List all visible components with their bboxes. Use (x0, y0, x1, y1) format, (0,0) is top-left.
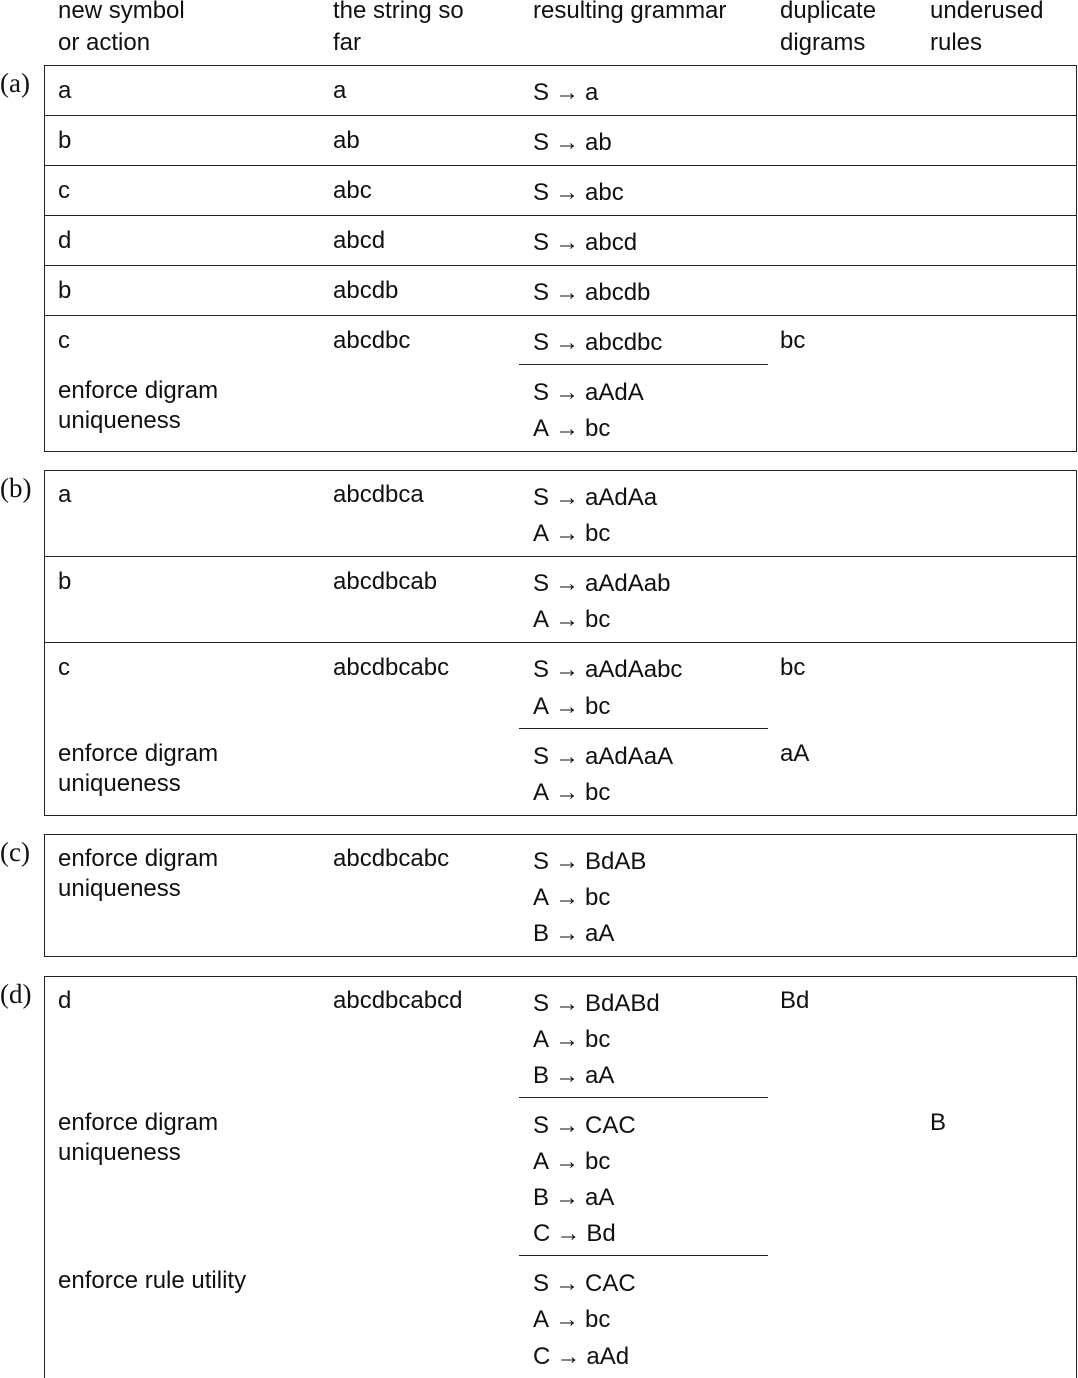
grammar-rule (533, 692, 610, 722)
string-cell: abcdbcabc (333, 654, 450, 681)
rule-lhs: S (533, 1270, 550, 1297)
rule-rhs: CAC (585, 1112, 636, 1139)
duplicate-digram-cell: aA (780, 740, 810, 767)
header-new-symbol-line1: new symbol (58, 0, 185, 24)
grammar-rule (533, 1305, 610, 1335)
grammar-rule (533, 569, 670, 599)
string-cell: ab (333, 127, 360, 154)
rule-lhs: A (533, 693, 550, 720)
rule-lhs: S (533, 570, 550, 597)
grammar-rule (533, 778, 610, 808)
rule-rhs: Bd (586, 1220, 616, 1247)
action-cell: enforce digram (58, 740, 219, 767)
rule-rhs: aAdAa (585, 484, 658, 511)
grammar-rule (533, 1183, 614, 1213)
action-cell: d (58, 987, 72, 1014)
section-label-d: (d) (0, 979, 32, 1009)
arrow-icon: → (555, 1306, 580, 1333)
rule-rhs: aA (585, 1062, 615, 1089)
string-cell: abcdbcabc (333, 845, 450, 872)
action-cell: uniqueness (58, 1139, 181, 1166)
duplicate-digram-cell: bc (780, 327, 806, 354)
grammar-rule (533, 1025, 610, 1055)
underused-rule-cell: B (930, 1109, 947, 1136)
grammar-rule (533, 1342, 629, 1372)
grammar-rule (533, 919, 614, 949)
string-cell: abcdbcabcd (333, 987, 463, 1014)
arrow-icon: → (555, 743, 580, 770)
string-cell: abcdbcab (333, 568, 438, 595)
rule-rhs: abcdb (585, 279, 651, 306)
rule-rhs: BdAB (585, 848, 647, 875)
grammar-rule (533, 519, 610, 549)
string-cell: abcdbca (333, 481, 424, 508)
rule-lhs: S (533, 656, 550, 683)
arrow-icon: → (555, 1148, 580, 1175)
rule-lhs: S (533, 329, 550, 356)
grammar-rule (533, 742, 673, 772)
rule-rhs: bc (585, 520, 611, 547)
arrow-icon: → (555, 379, 580, 406)
string-cell: a (333, 77, 347, 104)
row-divider (44, 556, 1077, 557)
rule-rhs: bc (585, 1148, 611, 1175)
header-string-line1: the string so (333, 0, 464, 24)
action-cell: enforce digram (58, 1109, 219, 1136)
rule-rhs: aAdAab (585, 570, 671, 597)
rule-rhs: aA (585, 920, 615, 947)
action-cell: uniqueness (58, 770, 181, 797)
grammar-rule (533, 414, 610, 444)
rule-lhs: B (533, 1062, 550, 1089)
rule-lhs: A (533, 1148, 550, 1175)
arrow-icon: → (555, 520, 580, 547)
grammar-rule (533, 483, 657, 513)
rule-lhs: S (533, 484, 550, 511)
rule-lhs: S (533, 848, 550, 875)
rule-rhs: CAC (585, 1270, 636, 1297)
rule-rhs: abc (585, 179, 624, 206)
arrow-icon: → (555, 884, 580, 911)
header-duplicate-line1: duplicate (780, 0, 877, 24)
grammar-rule (533, 178, 624, 208)
grammar-rule (533, 605, 610, 635)
string-cell: abcdbc (333, 327, 411, 354)
row-divider (44, 642, 1077, 643)
arrow-icon: → (555, 79, 580, 106)
row-divider (44, 265, 1077, 266)
arrow-icon: → (556, 1220, 581, 1247)
header-duplicate-line2: digrams (780, 29, 866, 56)
row-divider (44, 215, 1077, 216)
grammar-rule (533, 1147, 610, 1177)
action-cell: enforce digram (58, 845, 219, 872)
arrow-icon: → (555, 229, 580, 256)
grammar-rule (533, 1269, 636, 1299)
action-cell: uniqueness (58, 875, 181, 902)
rule-lhs: S (533, 79, 550, 106)
rule-lhs: A (533, 884, 550, 911)
arrow-icon: → (555, 279, 580, 306)
rule-rhs: ab (585, 129, 612, 156)
rule-rhs: bc (585, 1026, 611, 1053)
grammar-separator (519, 728, 768, 729)
grammar-separator (519, 364, 768, 365)
rule-lhs: A (533, 1306, 550, 1333)
rule-lhs: S (533, 1112, 550, 1139)
arrow-icon: → (555, 570, 580, 597)
action-cell: a (58, 481, 72, 508)
rule-rhs: bc (585, 1306, 611, 1333)
grammar-rule (533, 378, 644, 408)
header-string-line2: far (333, 29, 362, 56)
row-divider (44, 315, 1077, 316)
section-label-b: (b) (0, 473, 32, 503)
header-grammar: resulting grammar (533, 0, 727, 24)
rule-lhs: A (533, 415, 550, 442)
arrow-icon: → (555, 1270, 580, 1297)
grammar-rule (533, 989, 660, 1019)
rule-lhs: S (533, 279, 550, 306)
grammar-rule (533, 1219, 616, 1249)
rule-lhs: S (533, 129, 550, 156)
grammar-rule (533, 228, 637, 258)
rule-lhs: S (533, 179, 550, 206)
grammar-rule (533, 78, 598, 108)
rule-lhs: A (533, 1026, 550, 1053)
rule-lhs: A (533, 606, 550, 633)
arrow-icon: → (555, 1112, 580, 1139)
rule-lhs: S (533, 743, 550, 770)
grammar-rule (533, 847, 646, 877)
arrow-icon: → (555, 1026, 580, 1053)
grammar-rule (533, 128, 612, 158)
rule-rhs: aA (585, 1184, 615, 1211)
rule-rhs: bc (585, 884, 611, 911)
arrow-icon: → (555, 329, 580, 356)
rule-lhs: B (533, 1184, 550, 1211)
grammar-rule (533, 883, 610, 913)
duplicate-digram-cell: bc (780, 654, 806, 681)
action-cell: c (58, 327, 70, 354)
rule-rhs: aAd (586, 1343, 630, 1370)
rule-rhs: a (585, 79, 599, 106)
action-cell: c (58, 654, 70, 681)
string-cell: abcd (333, 227, 386, 254)
arrow-icon: → (555, 606, 580, 633)
row-divider (44, 165, 1077, 166)
rule-lhs: A (533, 520, 550, 547)
action-cell: b (58, 568, 72, 595)
section-label-a: (a) (0, 68, 30, 98)
grammar-rule (533, 278, 650, 308)
arrow-icon: → (555, 129, 580, 156)
rule-rhs: aAdAabc (585, 656, 683, 683)
rule-rhs: abcdbc (585, 329, 663, 356)
arrow-icon: → (555, 920, 580, 947)
rule-rhs: abcd (585, 229, 638, 256)
action-cell: enforce rule utility (58, 1267, 247, 1294)
grammar-separator (519, 1255, 768, 1256)
rule-lhs: C (533, 1343, 551, 1370)
arrow-icon: → (555, 1062, 580, 1089)
arrow-icon: → (556, 1343, 581, 1370)
arrow-icon: → (555, 779, 580, 806)
duplicate-digram-cell: Bd (780, 987, 810, 1014)
action-cell: d (58, 227, 72, 254)
arrow-icon: → (555, 179, 580, 206)
action-cell: uniqueness (58, 407, 181, 434)
rule-rhs: bc (585, 606, 611, 633)
action-cell: b (58, 127, 72, 154)
arrow-icon: → (555, 848, 580, 875)
rule-lhs: A (533, 779, 550, 806)
row-divider (44, 115, 1077, 116)
action-cell: b (58, 277, 72, 304)
arrow-icon: → (555, 693, 580, 720)
rule-rhs: bc (585, 415, 611, 442)
action-cell: enforce digram (58, 377, 219, 404)
rule-rhs: aAdAaA (585, 743, 674, 770)
rule-lhs: C (533, 1220, 551, 1247)
grammar-separator (519, 1097, 768, 1098)
arrow-icon: → (555, 415, 580, 442)
rule-rhs: bc (585, 779, 611, 806)
arrow-icon: → (555, 990, 580, 1017)
header-new-symbol-line2: or action (58, 29, 151, 56)
header-underused-line2: rules (930, 29, 983, 56)
action-cell: a (58, 77, 72, 104)
action-cell: c (58, 177, 70, 204)
string-cell: abcdb (333, 277, 399, 304)
rule-lhs: B (533, 920, 550, 947)
grammar-rule (533, 328, 662, 358)
string-cell: abc (333, 177, 372, 204)
rule-lhs: S (533, 990, 550, 1017)
arrow-icon: → (555, 1184, 580, 1211)
rule-rhs: bc (585, 693, 611, 720)
rule-lhs: S (533, 229, 550, 256)
header-underused-line1: underused (930, 0, 1044, 24)
arrow-icon: → (555, 656, 580, 683)
rule-rhs: BdABd (585, 990, 660, 1017)
section-label-c: (c) (0, 837, 30, 867)
grammar-rule (533, 1061, 614, 1091)
grammar-rule (533, 1111, 636, 1141)
arrow-icon: → (555, 484, 580, 511)
rule-rhs: aAdA (585, 379, 644, 406)
rule-lhs: S (533, 379, 550, 406)
grammar-rule (533, 655, 682, 685)
